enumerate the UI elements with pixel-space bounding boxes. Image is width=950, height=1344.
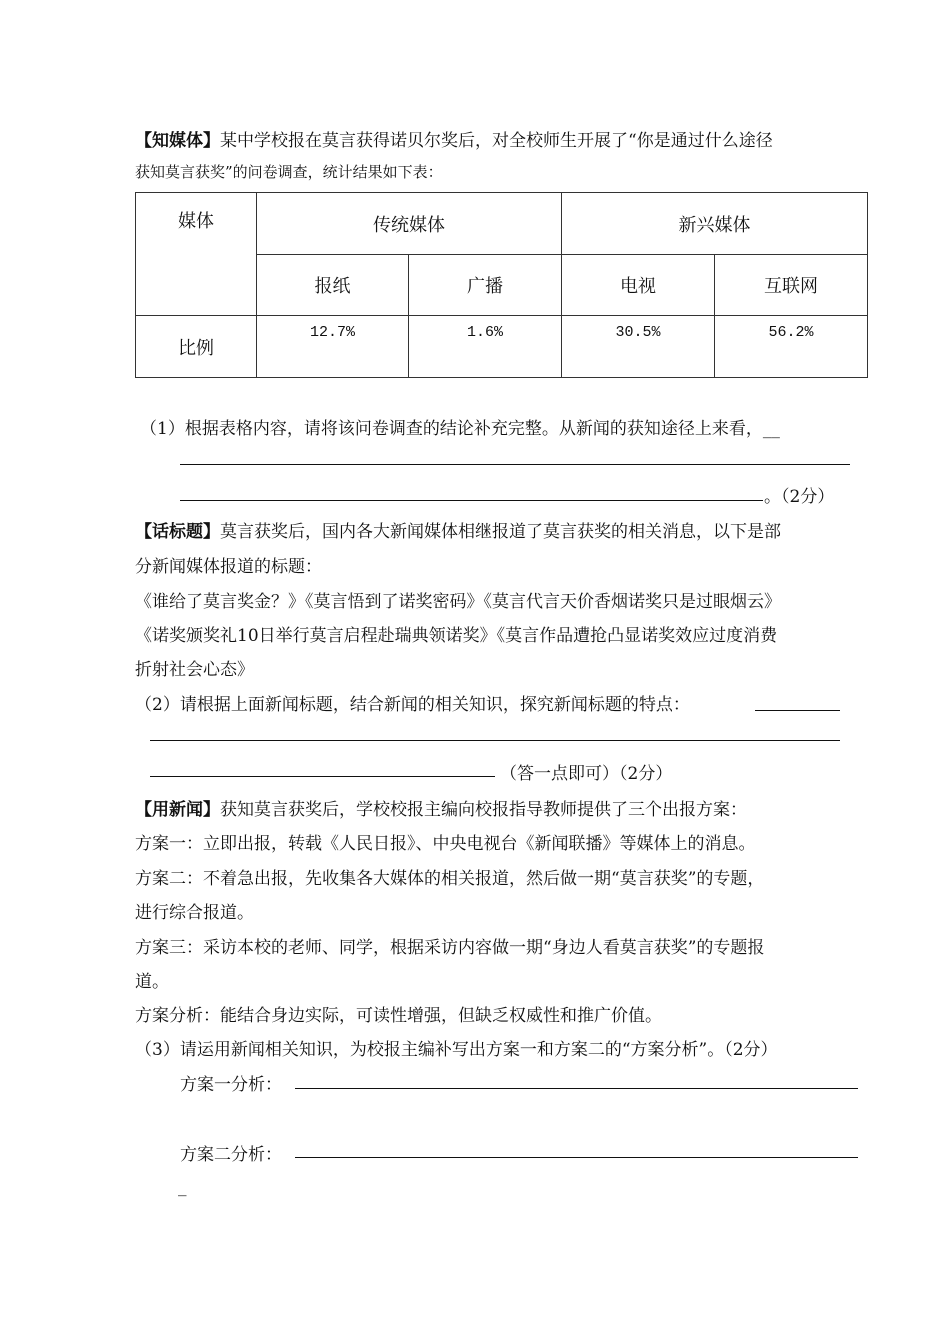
headlines-line-2: 《诺奖颁奖礼10日举行莫言启程赴瑞典领诺奖》《莫言作品遭抢凸显诺奖效应过度消费: [135, 626, 778, 646]
answer-line-2b[interactable]: [150, 740, 840, 741]
answer-line-1b[interactable]: [180, 500, 763, 501]
headlines-line-1: 《谁给了莫言奖金？》《莫言悟到了诺奖密码》《莫言代言天价香烟诺奖只是过眼烟云》: [135, 592, 781, 612]
topic-tag: 【话标题】: [135, 522, 220, 542]
header-emerging: 新兴媒体: [562, 193, 868, 255]
intro-tag: 【知媒体】: [135, 131, 220, 151]
intro-text-1: 某中学校报在莫言获得诺贝尔奖后，对全校师生开展了“你是通过什么途径: [220, 131, 773, 151]
usenews-text: 获知莫言获奖后，学校校报主编向校报指导教师提供了三个出报方案：: [220, 800, 747, 820]
plan-2-line-1: 方案二：不着急出报，先收集各大媒体的相关报道，然后做一期“莫言获奖”的专题，: [135, 869, 765, 889]
sub-newspaper: 报纸: [257, 255, 409, 316]
answer-line-2c[interactable]: [150, 776, 495, 777]
intro-text-2: 获知莫言获奖”的问卷调查，统计结果如下表：: [135, 163, 443, 181]
question-3: （3）请运用新闻相关知识，为校报主编补写出方案一和方案二的“方案分析”。（2分）: [135, 1040, 778, 1060]
trailing-underscore: _: [178, 1177, 187, 1197]
sub-radio: 广播: [409, 255, 562, 316]
header-traditional: 传统媒体: [257, 193, 562, 255]
media-survey-table: [135, 192, 868, 378]
usenews-line: [135, 795, 747, 820]
plan-analysis: 方案分析：能结合身边实际，可读性增强，但缺乏权威性和推广价值。: [135, 1006, 662, 1026]
value-radio: 1.6%: [409, 316, 562, 378]
plan-3-line-1: 方案三：采访本校的老师、同学，根据采访内容做一期“身边人看莫言获奖”的专题报: [135, 938, 765, 958]
header-media: 媒体: [136, 193, 257, 316]
plan-3-line-2: 道。: [135, 972, 169, 992]
plan-1-analysis-line[interactable]: [295, 1088, 858, 1089]
question-2: （2）请根据上面新闻标题，结合新闻的相关知识，探究新闻标题的特点：: [135, 695, 690, 715]
answer-line-1a[interactable]: [180, 464, 850, 465]
headlines-line-3: 折射社会心态》: [135, 660, 254, 680]
sub-tv: 电视: [562, 255, 715, 316]
row-label-ratio: 比例: [136, 316, 257, 378]
value-internet: 56.2%: [715, 316, 868, 378]
question-2-score: （答一点即可）（2分）: [500, 764, 673, 784]
plan-2-analysis-label: 方案二分析：: [180, 1145, 282, 1165]
plan-2-line-2: 进行综合报道。: [135, 903, 254, 923]
intro-line-1: [135, 126, 773, 151]
plan-2-analysis-line[interactable]: [295, 1157, 858, 1158]
topic-text-1: 莫言获奖后，国内各大新闻媒体相继报道了莫言获奖的相关消息，以下是部: [220, 522, 781, 542]
topic-line-1: [135, 517, 781, 542]
usenews-tag: 【用新闻】: [135, 800, 220, 820]
answer-line-2a[interactable]: [755, 710, 840, 711]
topic-text-2: 分新闻媒体报道的标题：: [135, 557, 322, 577]
value-tv: 30.5%: [562, 316, 715, 378]
question-1: （1）根据表格内容，请将该问卷调查的结论补充完整。从新闻的获知途径上来看，__: [140, 419, 780, 439]
value-newspaper: 12.7%: [257, 316, 409, 378]
sub-internet: 互联网: [715, 255, 868, 316]
question-1-score: 。（2分）: [764, 487, 835, 507]
plan-1-analysis-label: 方案一分析：: [180, 1075, 282, 1095]
plan-1: 方案一：立即出报，转载《人民日报》、中央电视台《新闻联播》等媒体上的消息。: [135, 834, 756, 854]
